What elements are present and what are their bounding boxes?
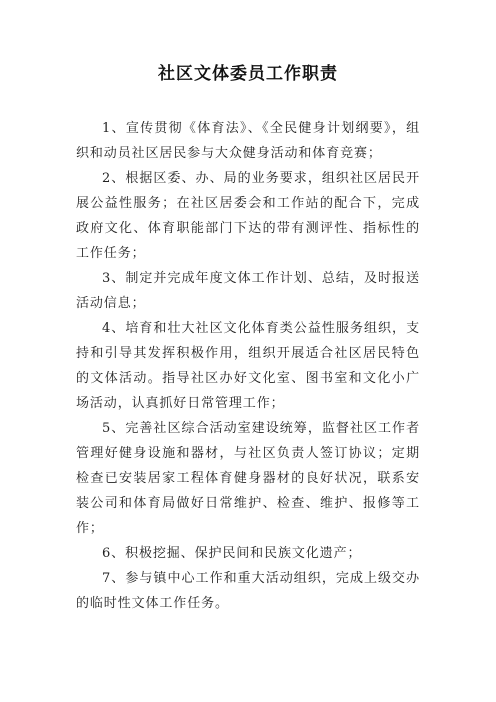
duty-item-7: 7、参与镇中心工作和重大活动组织，完成上级交办的临时性文体工作任务。 xyxy=(76,571,420,611)
duty-item-2: 2、根据区委、办、局的业务要求，组织社区居民开展公益性服务；在社区居委会和工作站的配合下，完成政府文化、体育职能部门下达的带有测评性、指标性的工作任务； xyxy=(76,171,420,261)
duty-item-3: 3、制定并完成年度文体工作计划、总结，及时报送活动信息； xyxy=(76,271,420,311)
duty-item-6: 6、积极挖掘、保护民间和民族文化遗产； xyxy=(102,546,362,561)
duty-item-4: 4、培育和壮大社区文化体育类公益性服务组织，支持和引导其发挥积极作用，组织开展适合社区居民特色的文体活动。指导社区办好文化室、图书室和文化小广场活动，认真抓好日常管理工作； xyxy=(76,321,420,411)
duty-item-1: 1、宣传贯彻《体育法》、《全民健身计划纲要》，组织和动员社区居民参与大众健身活动和体育竞赛； xyxy=(76,121,420,161)
document-title: 社区文体委员工作职责 xyxy=(158,64,338,84)
document-body xyxy=(76,116,420,616)
duty-item-5: 5、完善社区综合活动室建设统筹，监督社区工作者管理好健身设施和器材，与社区负责人签订协议；定期检查已安装居家工程体育健身器材的良好状况，联系安装公司和体育局做好日常维护、检查、维护、报修等工作； xyxy=(76,421,420,536)
